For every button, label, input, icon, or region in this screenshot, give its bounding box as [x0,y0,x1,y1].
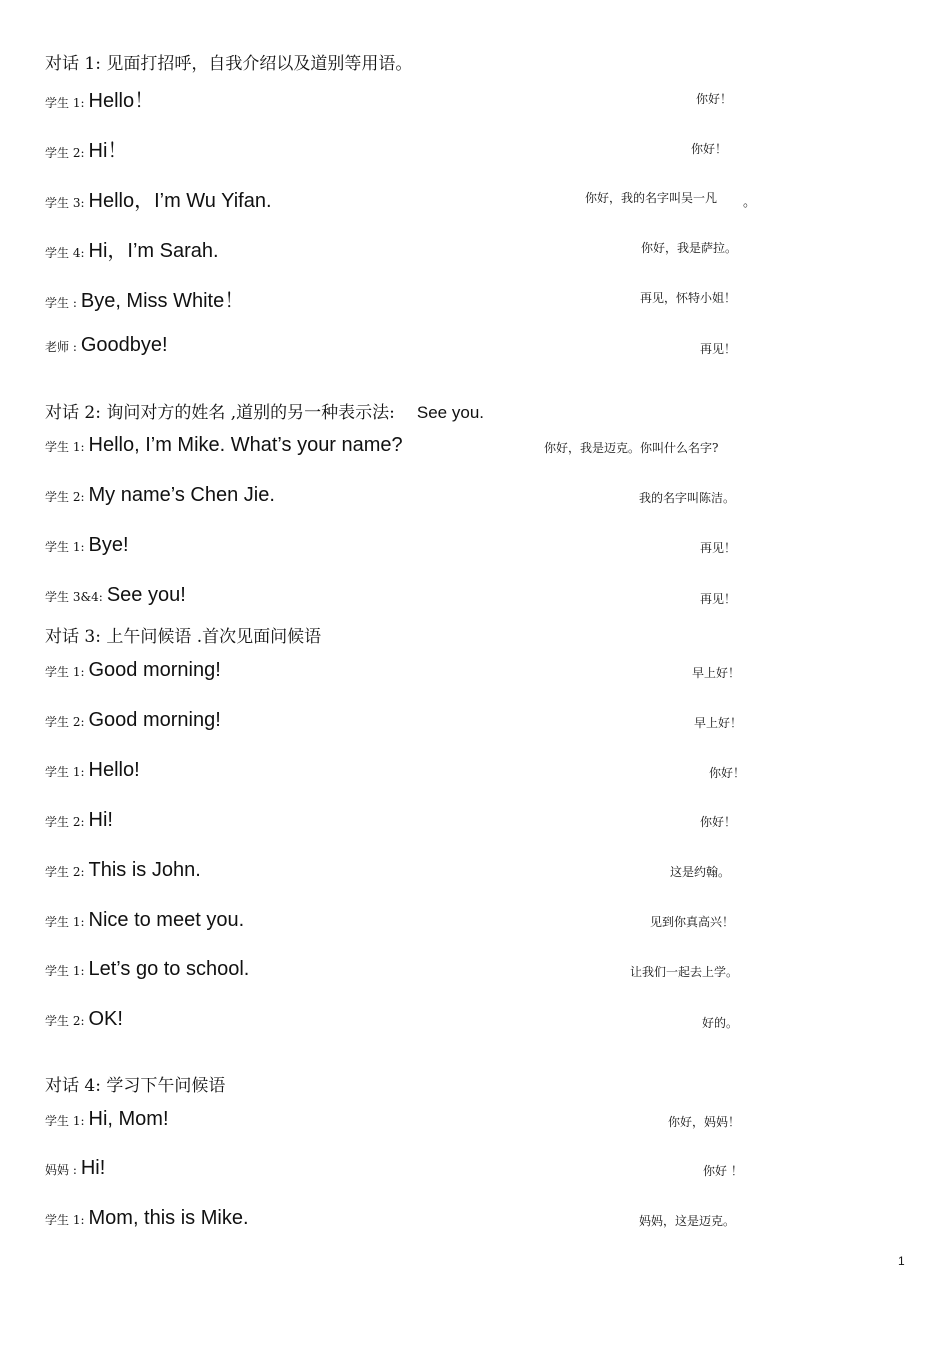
english-sentence: My name’s Chen Jie. [88,484,275,506]
dialogue-1-heading: 对话 1: 见面打招呼，自我介绍以及道别等用语。 [45,54,413,74]
english-sentence: Bye, Miss White！ [80,290,245,312]
dialogue-4-line-2 [45,1157,105,1180]
chinese-translation: 你好，我的名字叫吴一凡 [585,191,718,205]
speaker-label: 学生 3: [45,196,85,210]
heading-suffix: See you. [416,403,484,422]
speaker-label: 学生 1: [45,1114,85,1128]
dialogue-2-line-1 [45,434,403,457]
dialogue-1-line-1 [45,84,154,113]
speaker-label: 学生 2: [45,815,85,829]
english-sentence: Hello，I’m Wu Yifan. [88,190,272,212]
dialogue-3-line-1 [45,659,221,682]
chinese-translation: 你好！ [700,815,737,829]
chinese-translation: 早上好！ [694,716,743,730]
chinese-translation: 妈妈，这是迈克。 [639,1214,736,1228]
dialogue-2-line-4 [45,584,186,607]
chinese-translation: 你好！ [709,766,746,780]
speaker-label: 学生 1: [45,96,85,110]
english-sentence: Hello, I’m Mike. What’s your name? [88,434,403,456]
dialogue-4-heading: 对话 4: 学习下午问候语 [45,1076,226,1096]
english-sentence: Hello! [88,759,140,781]
heading-text: 对话 2: 询问对方的姓名 ,道别的另一种表示法: [45,403,395,423]
speaker-label: 学生 1: [45,765,85,779]
dialogue-2-heading [45,398,484,423]
speaker-label: 学生 1: [45,665,85,679]
dialogue-2-line-2 [45,484,275,507]
english-sentence: Hi! [88,809,113,831]
dialogue-3-line-5 [45,859,201,882]
dialogue-3-line-3 [45,759,140,782]
dialogue-3-line-4 [45,809,113,832]
dialogue-1-line-3 [45,184,272,213]
dialogue-3-line-2 [45,709,221,732]
speaker-label: 学生 3&4: [45,590,103,604]
chinese-translation: 这是约翰。 [670,865,731,879]
chinese-translation: 你好，我是萨拉。 [641,241,738,255]
dialogue-3-heading: 对话 3: 上午问候语 .首次见面问候语 [45,627,322,647]
english-sentence: Goodbye! [80,334,168,356]
chinese-translation: 你好，我是迈克。你叫什么名字? [544,441,719,455]
speaker-label: 学生 1: [45,964,85,978]
speaker-label: 学生 1: [45,915,85,929]
speaker-label: 妈妈 : [45,1163,77,1177]
speaker-label: 学生 2: [45,1014,85,1028]
dialogue-1-line-4 [45,234,219,263]
english-sentence: Bye! [88,534,129,556]
dialogue-1-line-6 [45,334,168,357]
chinese-translation: 早上好！ [692,666,741,680]
english-sentence: Good morning! [88,709,221,731]
dialogue-3-line-7 [45,958,249,981]
speaker-label: 学生 2: [45,146,85,160]
page-number: 1 [898,1254,905,1268]
english-sentence: Good morning! [88,659,221,681]
speaker-label: 学生 : [45,296,77,310]
dialogue-3-line-8 [45,1008,123,1031]
speaker-label: 学生 1: [45,440,85,454]
chinese-translation: 再见！ [700,541,737,555]
chinese-translation: 我的名字叫陈洁。 [639,491,736,505]
dialogue-4-line-3 [45,1207,249,1230]
speaker-label: 学生 4: [45,246,85,260]
chinese-translation-tail: 。 [743,195,757,210]
dialogue-2-line-3 [45,534,129,557]
english-sentence: Mom, this is Mike. [88,1207,249,1229]
english-sentence: OK! [88,1008,123,1030]
speaker-label: 学生 2: [45,865,85,879]
speaker-label: 学生 1: [45,1213,85,1227]
english-sentence: Hi，I’m Sarah. [88,240,219,262]
english-sentence: Let’s go to school. [88,958,250,980]
dialogue-1-line-2 [45,134,127,163]
english-sentence: Hi! [80,1157,106,1179]
speaker-label: 学生 1: [45,540,85,554]
chinese-translation: 再见！ [700,342,737,356]
chinese-translation: 你好，妈妈！ [668,1115,741,1129]
chinese-translation: 再见，怀特小姐！ [640,291,737,305]
chinese-translation: 你好 ！ [703,1164,743,1178]
dialogue-1-line-5 [45,284,244,313]
english-sentence: This is John. [88,859,201,881]
chinese-translation: 你好！ [696,92,733,106]
chinese-translation: 好的。 [702,1016,739,1030]
english-sentence: See you! [106,584,186,606]
speaker-label: 学生 2: [45,715,85,729]
chinese-translation: 再见！ [700,592,737,606]
english-sentence: Hi, Mom! [88,1108,169,1130]
speaker-label: 老师 : [45,340,77,354]
speaker-label: 学生 2: [45,490,85,504]
english-sentence: Hello！ [88,90,155,112]
english-sentence: Hi！ [88,140,128,162]
chinese-translation: 见到你真高兴！ [650,915,735,929]
chinese-translation: 让我们一起去上学。 [630,965,739,979]
english-sentence: Nice to meet you. [88,909,245,931]
chinese-translation: 你好！ [691,142,728,156]
dialogue-3-line-6 [45,909,244,932]
dialogue-4-line-1 [45,1108,169,1131]
